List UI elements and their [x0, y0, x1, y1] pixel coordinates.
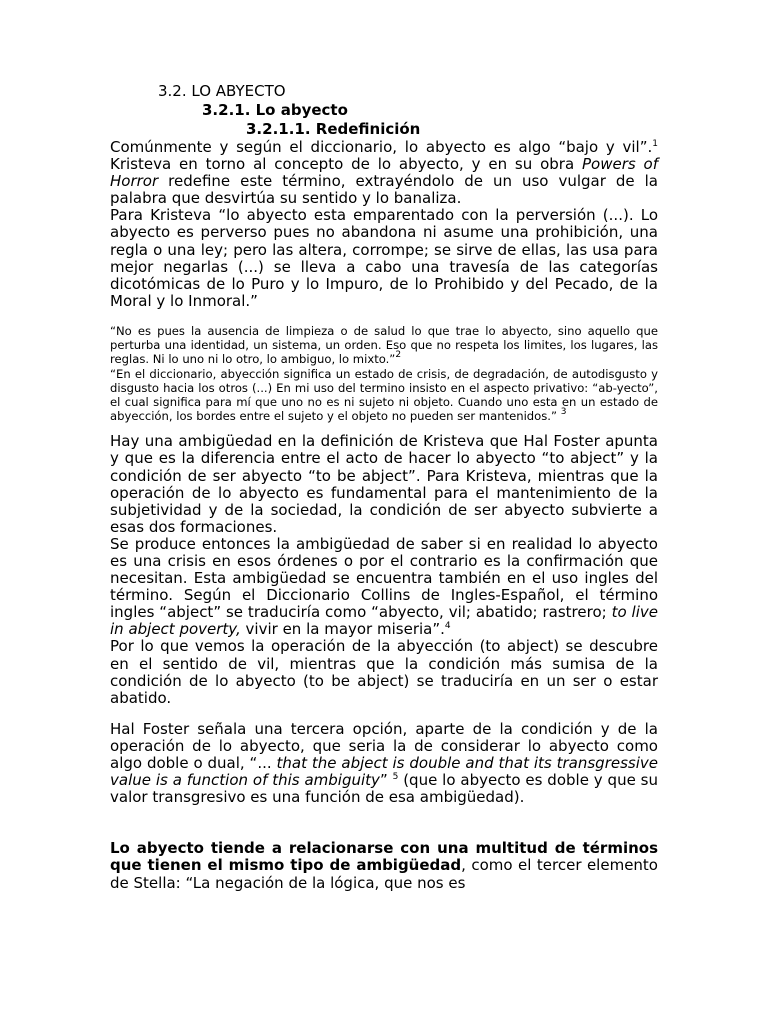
quote-1-text: “No es pues la ausencia de limpieza o de salud lo que trae lo abyecto, sino aquello que perturba una identidad, un sistema, un orden. Eso que no respeta los limites, los lugares, las reglas. Ni lo uno ni lo otro, lo ambiguo, lo mixto.”	[110, 323, 658, 367]
paragraph-4-text-b: vivir en la mayor miseria”.	[240, 620, 445, 639]
footnote-ref-4: 4	[444, 621, 451, 632]
footnote-ref-2: 2	[395, 350, 402, 361]
paragraph-3: Hay una ambigüedad en la definición de Kristeva que Hal Foster apunta y que es la diferencia entre el acto de hacer lo abyecto “to abject” y la condición de ser abyecto “to be abject”. Para Kristeva, mientras que la operación de lo abyecto es fundamental para el mantenimiento de la subjetividad y de la sociedad, la condición de ser abyecto subvierte a esas dos formaciones.	[110, 432, 658, 536]
paragraph-6-italic: that the abject is double and that its transgressive value is a function of this ambiguity	[110, 754, 658, 790]
heading-subsubsection: 3.2.1.1. Redefinición	[246, 120, 421, 138]
paragraph-1-text-a: Comúnmente y según el diccionario, lo abyecto es algo “bajo y vil”.	[110, 138, 653, 156]
paragraph-6-text-b: ”	[379, 771, 393, 790]
book-title-italic: Powers of Horror	[110, 155, 658, 191]
paragraph-7-text: , como el tercer elemento de Stella: “La negación de la lógica, que nos es	[110, 856, 658, 892]
footnote-ref-1: 1	[652, 139, 658, 149]
paragraph-7-bold: Lo abyecto tiende a relacionarse con una multitud de términos que tienen el mismo tipo de ambigüedad	[110, 839, 658, 875]
document-page	[110, 82, 658, 892]
spacer	[110, 806, 658, 840]
paragraph-4-text-a: Se produce entonces la ambigüedad de saber si en realidad lo abyecto es una crisis en esos órdenes o por el contrario es la confirmación que necesitan. Esta ambigüedad se encuentra también en el uso ingles del término. Según el Diccionario Collins de Ingles-Español, el término ingles “abject” se traduciría como “abyecto, vil; abatido; rastrero;	[110, 534, 658, 622]
heading-subsection: 3.2.1. Lo abyecto	[202, 101, 348, 119]
paragraph-1-text-b: Kristeva en torno al concepto de lo abyecto, y en su obra	[110, 155, 582, 174]
paragraph-7	[110, 840, 658, 891]
paragraph-1	[110, 139, 658, 207]
footnote-ref-3: 3	[560, 407, 567, 418]
paragraph-4	[110, 536, 658, 639]
paragraph-6-text-c: (que lo abyecto es doble y que su valor transgresivo es una función de esa ambigüedad).	[110, 771, 658, 807]
quote-2	[110, 367, 658, 424]
quote-2-text: “En el diccionario, abyección significa un estado de crisis, de degradación, de autodisgusto y disgusto hacia los otros (...) En mi uso del termino insisto en el aspecto privativo: “ab-yecto”, el cual significa para mí que uno no es ni sujeto ni objeto. Cuando uno esta en un estado de abyección, los bordes entre el sujeto y el objeto no pueden ser mantenidos.”	[110, 366, 658, 424]
spacer	[110, 707, 658, 721]
quote-1	[110, 324, 658, 367]
paragraph-5: Por lo que vemos la operación de la abyección (to abject) se descubre en el sentido de vil, mientras que la condición más sumisa de la condición de lo abyecto (to be abject) se traduciría en un ser o estar abatido.	[110, 637, 658, 707]
footnote-ref-5: 5	[392, 772, 399, 783]
paragraph-4-italic: to live in abject poverty,	[110, 603, 658, 639]
spacer	[110, 310, 658, 324]
paragraph-6-text-a: Hal Foster señala una tercera opción, aparte de la condición y de la operación de lo abyecto, que seria la de considerar lo abyecto como algo doble o dual, “...	[110, 719, 658, 773]
heading-section: 3.2. LO ABYECTO	[158, 82, 286, 100]
paragraph-6	[110, 721, 658, 806]
paragraph-1-text-c: redefine este término, extrayéndolo de un uso vulgar de la palabra que desvirtúa su sentido y lo banaliza.	[110, 172, 658, 208]
paragraph-2: Para Kristeva “lo abyecto esta emparentado con la perversión (...). Lo abyecto es perverso pues no abandona ni asume una prohibición, una regla o una ley; pero las altera, corrompe; se sirve de ellas, las usa para mejor negarlas (...) se lleva a cabo una travesía de las categorías dicotómicas de lo Puro y lo Impuro, de lo Prohibido y del Pecado, de la Moral y lo Inmoral.”	[110, 206, 658, 310]
